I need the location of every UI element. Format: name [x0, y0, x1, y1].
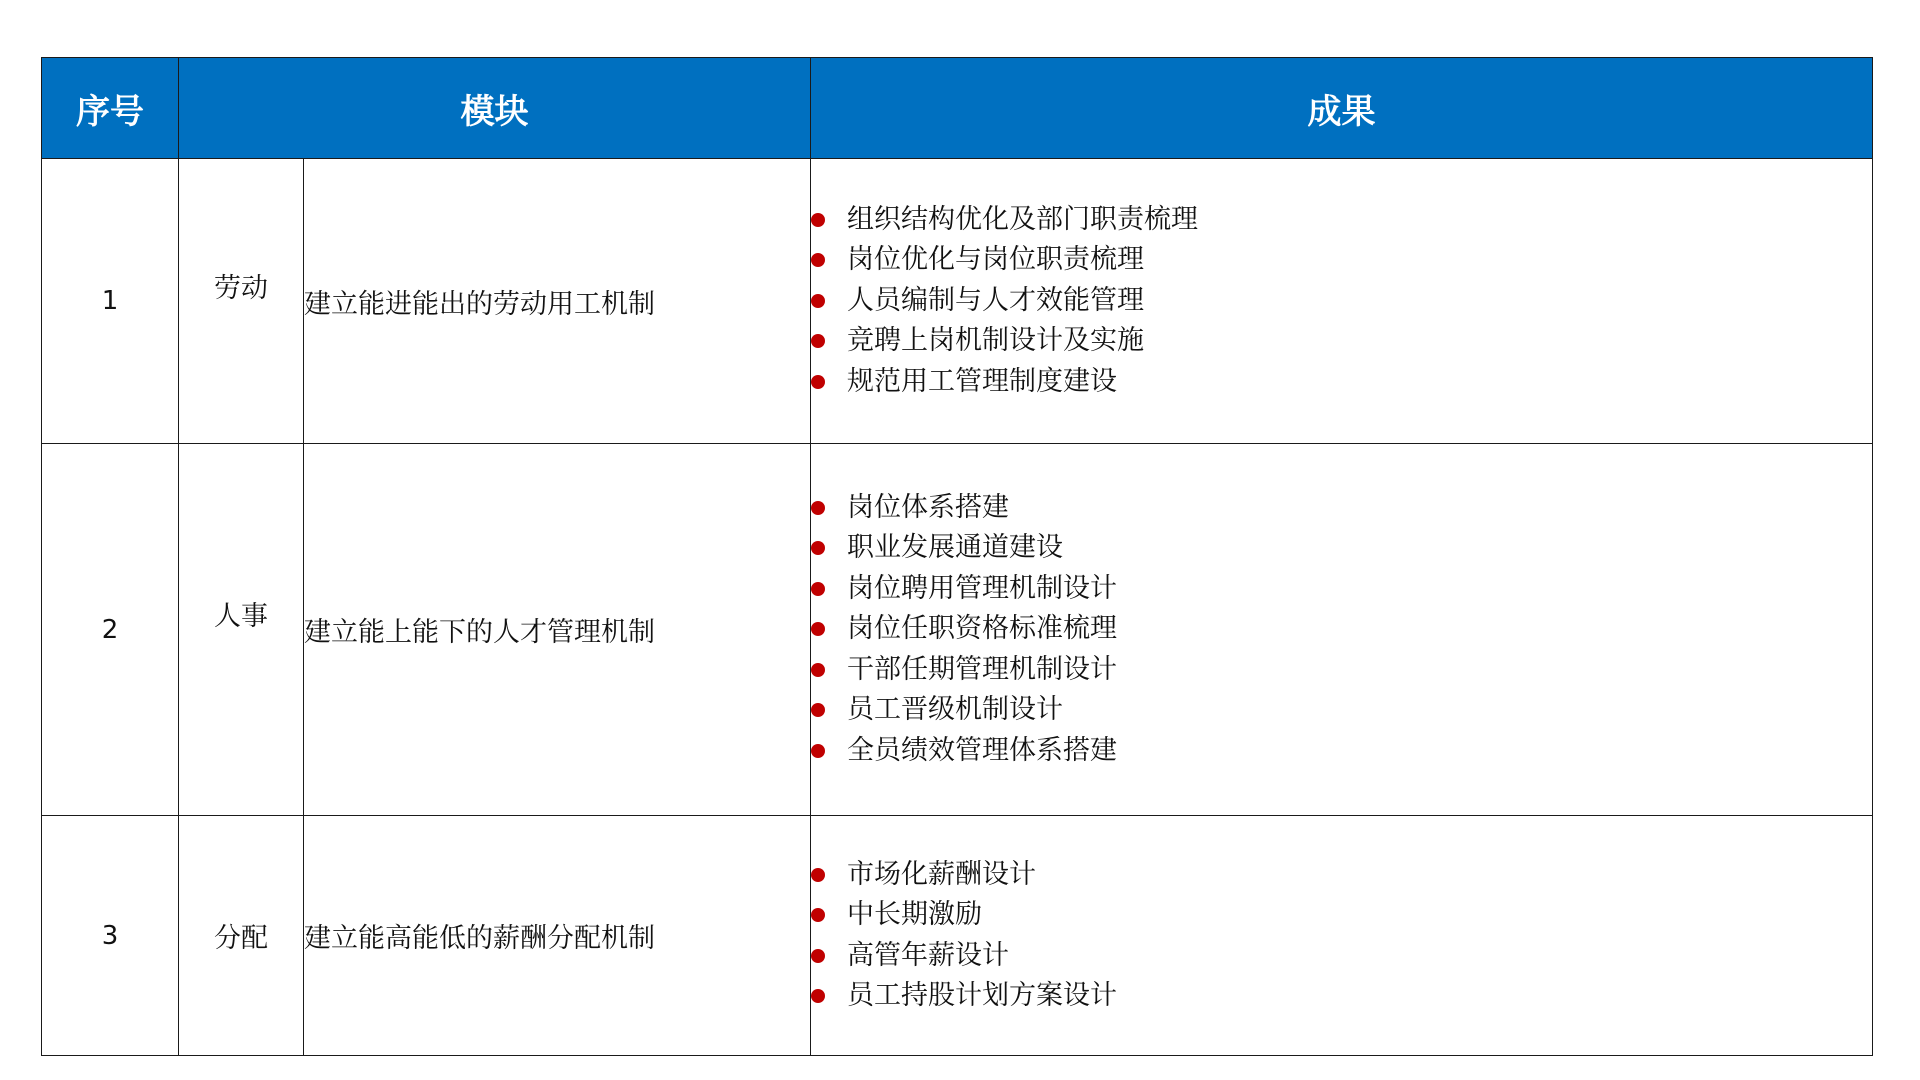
bullet-dot-icon: [811, 663, 825, 677]
outcome-item: [811, 200, 1872, 241]
outcome-item: [811, 731, 1872, 772]
table-header: [42, 58, 1873, 159]
outcome-item: [811, 569, 1872, 610]
row-seq: 2: [42, 444, 179, 816]
bullet-dot-icon: [811, 949, 825, 963]
bullet-dot-icon: [811, 908, 825, 922]
outcome-text: 全员绩效管理体系搭建: [847, 734, 1117, 766]
outcome-text: 岗位优化与岗位职责梳理: [847, 244, 1144, 276]
row-category-label: 人事: [214, 601, 268, 632]
bullet-dot-icon: [811, 213, 825, 227]
outcome-list: [811, 200, 1872, 403]
outcome-text: 组织结构优化及部门职责梳理: [847, 203, 1198, 235]
outcome-list: [811, 488, 1872, 772]
outcome-text: 员工晋级机制设计: [847, 694, 1063, 726]
outcome-text: 岗位体系搭建: [847, 491, 1009, 523]
bullet-dot-icon: [811, 501, 825, 515]
outcome-text: 高管年薪设计: [847, 939, 1009, 971]
table-row: [42, 444, 1873, 816]
outcome-text: 干部任期管理机制设计: [847, 653, 1117, 685]
outcome-item: [811, 362, 1872, 403]
outcome-item: [811, 321, 1872, 362]
results-table: [41, 57, 1873, 1056]
bullet-dot-icon: [811, 989, 825, 1003]
outcome-text: 职业发展通道建设: [847, 532, 1063, 564]
row-category: [179, 816, 304, 1056]
row-category-label: 劳动: [214, 272, 268, 304]
outcome-text: 市场化薪酬设计: [847, 858, 1036, 890]
outcome-text: 人员编制与人才效能管理: [847, 284, 1144, 316]
outcome-list: [811, 855, 1872, 1017]
bullet-dot-icon: [811, 703, 825, 717]
row-seq: 3: [42, 816, 179, 1056]
bullet-dot-icon: [811, 868, 825, 882]
table-body: [42, 159, 1873, 1056]
outcome-item: [811, 936, 1872, 977]
outcome-text: 岗位聘用管理机制设计: [847, 572, 1117, 604]
bullet-dot-icon: [811, 582, 825, 596]
outcome-item: [811, 240, 1872, 281]
row-category-label: 分配: [214, 923, 268, 954]
outcome-text: 岗位任职资格标准梳理: [847, 613, 1117, 645]
outcome-item: [811, 855, 1872, 896]
outcome-item: [811, 609, 1872, 650]
outcome-item: [811, 528, 1872, 569]
bullet-dot-icon: [811, 622, 825, 636]
header-row: [42, 58, 1873, 159]
outcome-item: [811, 488, 1872, 529]
outcome-item: [811, 690, 1872, 731]
row-mechanism: 建立能进能出的劳动用工机制: [304, 159, 811, 444]
bullet-dot-icon: [811, 375, 825, 389]
outcome-item: [811, 895, 1872, 936]
outcome-text: 竞聘上岗机制设计及实施: [847, 325, 1144, 357]
row-mechanism: 建立能高能低的薪酬分配机制: [304, 816, 811, 1056]
row-outcomes: [811, 444, 1873, 816]
row-category: [179, 444, 304, 816]
row-mechanism: 建立能上能下的人才管理机制: [304, 444, 811, 816]
bullet-dot-icon: [811, 294, 825, 308]
header-seq: 序号: [42, 58, 179, 159]
outcome-item: [811, 650, 1872, 691]
outcome-text: 规范用工管理制度建设: [847, 365, 1117, 397]
row-seq: 1: [42, 159, 179, 444]
table-row: [42, 816, 1873, 1056]
bullet-dot-icon: [811, 744, 825, 758]
bullet-dot-icon: [811, 253, 825, 267]
outcome-text: 员工持股计划方案设计: [847, 980, 1117, 1011]
outcome-item: [811, 976, 1872, 1017]
row-category: [179, 159, 304, 444]
outcome-text: 中长期激励: [847, 899, 982, 930]
row-outcomes: [811, 816, 1873, 1056]
bullet-dot-icon: [811, 541, 825, 555]
header-module: 模块: [179, 58, 811, 159]
row-outcomes: [811, 159, 1873, 444]
header-result: 成果: [811, 58, 1873, 159]
outcome-item: [811, 281, 1872, 322]
table-row: [42, 159, 1873, 444]
bullet-dot-icon: [811, 334, 825, 348]
